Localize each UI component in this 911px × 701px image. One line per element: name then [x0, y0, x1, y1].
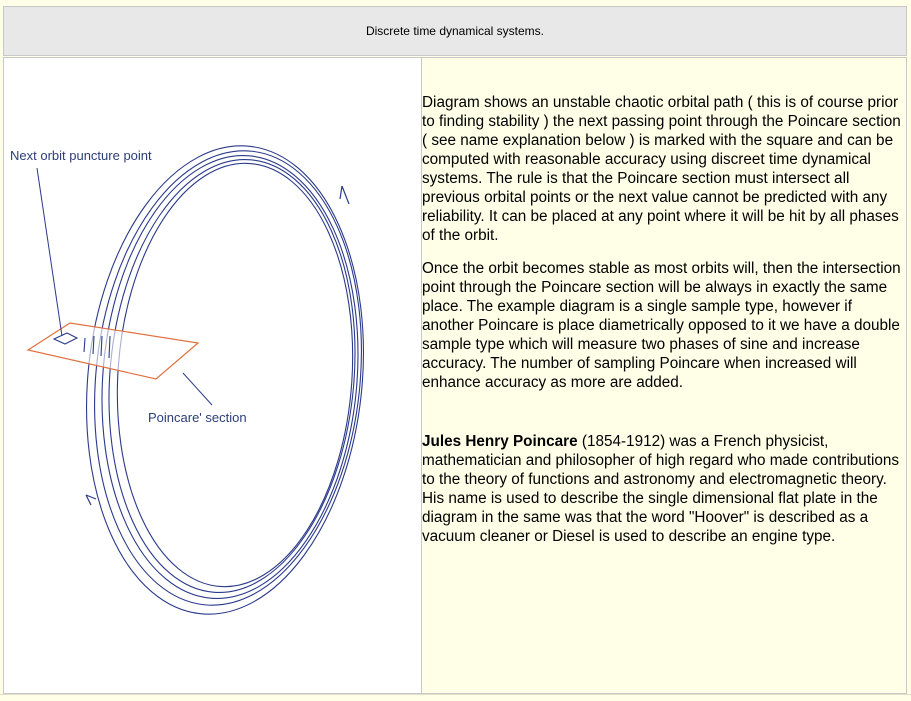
poincare-name: Jules Henry Poincare — [422, 433, 578, 450]
paragraph-stable-orbit: Once the orbit becomes stable as most orbits will, then the intersection point through the Poincare section will be always in exactly the same place. The example diagram is a single sample type, however if another Poincare is place diametrically opposed to it we have a double sample type which will measure two phases of sine and increase accuracy. The number of sampling Poincare when increased will enhance accuracy as more are added. — [422, 260, 901, 391]
orbit-arrow-icon — [86, 495, 96, 505]
page-title: Discrete time dynamical systems. — [365, 24, 545, 38]
orbit-path — [92, 149, 373, 603]
orbit-path — [84, 145, 376, 609]
orbit-path — [73, 137, 383, 618]
puncture-leader-line — [37, 168, 62, 336]
orbit-arrow-icon — [340, 186, 349, 204]
section-leader-line — [183, 373, 212, 405]
orbit-path — [64, 132, 386, 628]
poincare-bio-text: (1854-1912) was a French physicist, mathematician and philosopher of high regard who made contributions to the theory of functions and astronomy and electromagnetic theory. His name is used to describe the single dimensional flat plate in the diagram in the same was that the word "Hoover" is described as a vacuum cleaner or Diesel is used to describe an engine type. — [422, 433, 900, 545]
puncture-point-label: Next orbit puncture point — [10, 148, 152, 163]
poincare-section-label: Poincare' section — [148, 410, 247, 425]
poincare-section-plate — [28, 323, 198, 379]
paragraph-poincare-bio — [422, 432, 906, 546]
text-panel — [422, 57, 907, 694]
paragraph-diagram-explanation: Diagram shows an unstable chaotic orbital path ( this is of course prior to finding stability ) the next passing point through the Poincare section ( see name explanation below ) is marked with the square and can be computed with reasonable accuracy using discreet time dynamical systems. The rule is that the Poincare section must intersect all previous orbital points or the next value cannot be predicted with any reliability. It can be placed at any point where it will be hit by all phases of the orbit. — [422, 94, 901, 244]
article-body — [422, 93, 906, 560]
